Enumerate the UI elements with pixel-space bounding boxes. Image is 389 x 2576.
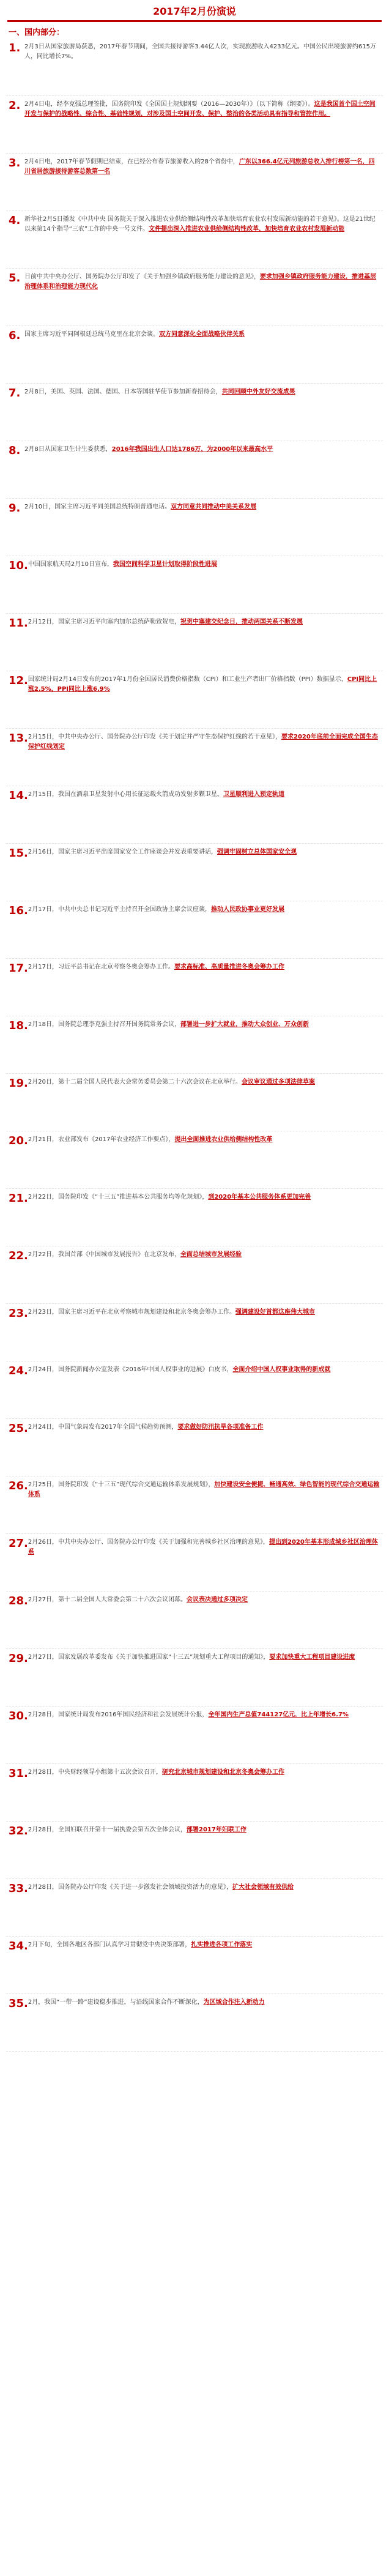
item-text-block bbox=[24, 272, 380, 292]
item-number: 28. bbox=[9, 1595, 28, 1607]
item-highlight: 会议表决通过多项决定 bbox=[186, 1596, 248, 1603]
item-number: 4. bbox=[9, 214, 21, 227]
list-item bbox=[6, 326, 383, 384]
item-text-block bbox=[28, 732, 380, 752]
item-text: 2月，我国“一带一路”建设稳步推进，与沿线国家合作不断深化， bbox=[28, 1999, 204, 2006]
item-text: 2月28日，中央财经领导小组第十五次会议召开， bbox=[28, 1769, 162, 1776]
item-text: 2月8日，美国、英国、法国、德国、日本等国驻华使节参加新春招待会， bbox=[24, 389, 222, 395]
item-text-block bbox=[28, 905, 380, 915]
item-text-block bbox=[28, 675, 380, 694]
item-number: 6. bbox=[9, 329, 21, 342]
item-number: 15. bbox=[9, 847, 28, 860]
item-highlight: 强调建设好首都这座伟大城市 bbox=[235, 1309, 315, 1316]
item-number: 32. bbox=[9, 1825, 28, 1837]
section-title: 一、国内部分： bbox=[9, 28, 65, 37]
item-number: 33. bbox=[9, 1882, 28, 1895]
item-highlight: 提出全面推进农业供给侧结构性改革 bbox=[174, 1136, 273, 1143]
list-item bbox=[6, 1246, 383, 1304]
list-item bbox=[6, 1361, 383, 1419]
item-number: 9. bbox=[9, 502, 21, 515]
item-number: 35. bbox=[9, 1997, 28, 2010]
item-number: 17. bbox=[9, 962, 28, 975]
item-highlight: 要求2020年底前全面完成全国生态保护红线划定 bbox=[28, 734, 378, 750]
item-number: 11. bbox=[9, 617, 28, 630]
item-highlight: 要求加快重大工程项目建设进度 bbox=[269, 1654, 355, 1661]
list-item bbox=[6, 901, 383, 959]
item-text-block bbox=[24, 215, 380, 234]
item-text: 2月4日电，经李克强总理签批，国务院印发《全国国土规划纲要（2016—2030年）》（以下简称《纲要》）。 bbox=[24, 101, 314, 108]
item-text: 2月15日，中共中央办公厅、国务院办公厅印发《关于划定并严守生态保护红线的若干意见》， bbox=[28, 734, 281, 740]
item-number: 3. bbox=[9, 157, 21, 169]
item-text-block bbox=[24, 100, 380, 119]
list-item bbox=[6, 39, 383, 96]
item-number: 30. bbox=[9, 1710, 28, 1722]
item-number: 5. bbox=[9, 272, 21, 285]
item-number: 1. bbox=[9, 42, 21, 54]
item-text-block bbox=[28, 962, 380, 972]
item-number: 8. bbox=[9, 444, 21, 457]
list-item bbox=[6, 1822, 383, 1879]
item-number: 31. bbox=[9, 1767, 28, 1780]
list-item bbox=[6, 384, 383, 441]
item-highlight: 部署进一步扩大就业，推动大众创业、万众创新 bbox=[180, 1021, 309, 1028]
item-text: 2月17日，习近平总书记在北京考察冬奥会筹办工作。 bbox=[28, 964, 174, 970]
list-item bbox=[6, 441, 383, 499]
item-number: 13. bbox=[9, 732, 28, 745]
item-text: 日前中共中央办公厅、国务院办公厅印发了《关于加强乡镇政府服务能力建设的意见》， bbox=[24, 274, 260, 280]
item-highlight: 广东以366.4亿元列旅游总收入排行榜第一名，四川省居旅游接待游客总数第一名 bbox=[24, 158, 375, 175]
item-text: 2月24日，中国气象局发布2017年全国气候趋势预测， bbox=[28, 1424, 178, 1431]
item-text-block bbox=[28, 617, 380, 627]
footer-spacer bbox=[0, 2058, 389, 2082]
item-highlight: 祝贺中塞建交纪念日，推动两国关系不断发展 bbox=[180, 619, 303, 625]
list-item bbox=[6, 1994, 383, 2052]
item-number: 20. bbox=[9, 1134, 28, 1147]
list-item bbox=[6, 1189, 383, 1246]
item-number: 19. bbox=[9, 1077, 28, 1090]
list-item bbox=[6, 671, 383, 729]
item-text-block bbox=[28, 1308, 380, 1317]
item-text: 2月27日，第十二届全国人大常委会第二十六次会议闭幕。 bbox=[28, 1596, 187, 1603]
item-text: 2月12日，国家主席习近平向塞内加尔总统萨勒致贺电， bbox=[28, 619, 180, 625]
item-text-block bbox=[28, 1538, 380, 1557]
list-item bbox=[6, 96, 383, 154]
item-text: 新华社2月5日播发《中共中央 国务院关于深入推进农业供给侧结构性改革加快培育农业农村发展新动能的若干意见》。这是21世纪以来第14个指导“三农”工作的中央一号文件。 bbox=[24, 216, 376, 233]
item-text-block bbox=[24, 157, 380, 177]
item-highlight: 这是我国首个国土空间开发与保护的战略性、综合性、基础性规划，对涉及国土空间开发、保护、整治的各类活动具有指导和管控作用。 bbox=[24, 101, 376, 117]
item-highlight: CPI同比上涨2.5%，PPI同比上涨6.9% bbox=[28, 676, 377, 693]
item-text-block bbox=[24, 387, 380, 397]
item-text: 2月25日，国务院印发《“十三五”现代综合交通运输体系发展规划》， bbox=[28, 1481, 215, 1488]
item-text-block bbox=[24, 502, 380, 512]
item-text-block bbox=[28, 1193, 380, 1202]
item-highlight: 为区域合作注入新动力 bbox=[203, 1999, 265, 2006]
item-text: 2月10日，国家主席习近平同美国总统特朗普通电话。 bbox=[24, 504, 171, 510]
item-text: 2月26日，中共中央办公厅、国务院办公厅印发《关于加强和完善城乡社区治理的意见》， bbox=[28, 1539, 269, 1546]
item-text: 国家统计局2月14日发布的2017年1月份全国居民消费价格指数（CPI）和工业生产者出厂价格指数（PPI）数据显示， bbox=[28, 676, 347, 683]
item-text-block bbox=[24, 42, 380, 62]
item-highlight: 要求加强乡镇政府服务能力建设，推进基层治理体系和治理能力现代化 bbox=[24, 274, 376, 290]
item-text-block bbox=[28, 1595, 380, 1605]
item-highlight: 我国空间科学卫星计划取得阶段性进展 bbox=[113, 561, 217, 568]
item-highlight: 提出到2020年基本形成城乡社区治理体系 bbox=[28, 1539, 378, 1555]
item-highlight: 全面介绍中国人权事业取得的新成就 bbox=[232, 1366, 331, 1373]
item-text: 2月24日，国务院新闻办公室发表《2016年中国人权事业的进展》白皮书， bbox=[28, 1366, 233, 1373]
list-item bbox=[6, 1591, 383, 1649]
item-text: 2月22日，国务院印发《“十三五”推进基本公共服务均等化规划》， bbox=[28, 1194, 209, 1201]
item-highlight: 双方同意共同推动中美关系发展 bbox=[171, 504, 257, 510]
item-text-block bbox=[28, 1998, 380, 2008]
item-number: 21. bbox=[9, 1192, 28, 1205]
item-text: 2月18日，国务院总理李克强主持召开国务院常务会议， bbox=[28, 1021, 180, 1028]
list-item bbox=[6, 1649, 383, 1707]
item-text: 2月27日，国家发展改革委发布《关于加快推进国家“十三五”规划重大工程项目的通知》， bbox=[28, 1654, 270, 1661]
list-item bbox=[6, 211, 383, 269]
item-text: 国家主席习近平同阿根廷总统马克里在北京会谈。 bbox=[24, 331, 159, 338]
page-title: 2017年2月份演说 bbox=[7, 0, 382, 22]
item-highlight: 要求做好防汛抗旱各项准备工作 bbox=[177, 1424, 264, 1431]
item-number: 22. bbox=[9, 1249, 28, 1262]
list-item bbox=[6, 499, 383, 556]
list-item bbox=[6, 1016, 383, 1074]
item-number: 10. bbox=[9, 559, 28, 572]
item-text: 2月28日，国家统计局发布2016年国民经济和社会发展统计公报， bbox=[28, 1711, 209, 1718]
item-highlight: 加快建设安全便捷、畅通高效、绿色智能的现代综合交通运输体系 bbox=[28, 1481, 380, 1498]
item-text-block bbox=[28, 1365, 380, 1375]
item-number: 25. bbox=[9, 1422, 28, 1435]
list-item bbox=[6, 1937, 383, 1994]
item-text: 2月23日，国家主席习近平在北京考察城市规划建设和北京冬奥会筹办工作。 bbox=[28, 1309, 235, 1316]
item-number: 29. bbox=[9, 1652, 28, 1665]
list-item bbox=[6, 729, 383, 786]
list-item bbox=[6, 614, 383, 671]
item-highlight: 要求高标准、高质量推进冬奥会筹办工作 bbox=[174, 964, 284, 970]
item-text-block bbox=[28, 847, 380, 857]
item-number: 2. bbox=[9, 99, 21, 112]
item-text-block bbox=[28, 1078, 380, 1087]
item-highlight: 会议审议通过多项法律草案 bbox=[241, 1079, 315, 1085]
item-text-block bbox=[24, 330, 380, 340]
item-text: 2月3日从国家旅游局获悉，2017年春节期间，全国共接待游客3.44亿人次，实现旅游收入4233亿元。中国公民出境旅游约615万人，同比增长7%。 bbox=[24, 43, 376, 60]
item-text-block bbox=[28, 1135, 380, 1145]
item-number: 24. bbox=[9, 1364, 28, 1377]
item-text-block bbox=[28, 1020, 380, 1030]
item-text-block bbox=[28, 1940, 380, 1950]
item-text: 2月下旬，全国各地区各部门认真学习贯彻党中央决策部署， bbox=[28, 1941, 191, 1948]
item-highlight: 卫星顺利进入预定轨道 bbox=[223, 791, 284, 798]
item-highlight: 推动人民政协事业更好发展 bbox=[210, 906, 284, 913]
item-number: 34. bbox=[9, 1940, 28, 1952]
item-text-block bbox=[28, 1768, 380, 1778]
item-number: 26. bbox=[9, 1480, 28, 1492]
item-text: 2月16日，国家主席习近平出席国家安全工作座谈会并发表重要讲话， bbox=[28, 849, 217, 855]
item-text-block bbox=[28, 1423, 380, 1432]
news-list bbox=[0, 39, 389, 2058]
item-text: 2月28日，全国妇联召开第十一届执委会第五次全体会议， bbox=[28, 1826, 187, 1833]
item-highlight: 强调牢固树立总体国家安全观 bbox=[217, 849, 297, 855]
item-text-block bbox=[28, 1825, 380, 1835]
item-text-block bbox=[24, 445, 380, 455]
item-text: 2月21日，农业部发布《2017年农业经济工作要点》， bbox=[28, 1136, 175, 1143]
list-item bbox=[6, 1304, 383, 1361]
item-number: 7. bbox=[9, 387, 21, 400]
list-item bbox=[6, 1879, 383, 1937]
list-item bbox=[6, 786, 383, 844]
item-text: 2月22日，我国首部《中国城市发展报告》在北京发布， bbox=[28, 1251, 180, 1258]
item-text: 2月4日电，2017年春节假期已结束，在已经公布春节旅游收入的28个省份中， bbox=[24, 158, 239, 165]
item-highlight: 2016年我国出生人口达1786万，为2000年以来最高水平 bbox=[111, 446, 273, 453]
item-text-block bbox=[28, 1883, 380, 1893]
list-item bbox=[6, 1131, 383, 1189]
item-number: 14. bbox=[9, 789, 28, 802]
list-item bbox=[6, 1707, 383, 1764]
item-highlight: 全年国内生产总值744127亿元，比上年增长6.7% bbox=[208, 1711, 349, 1718]
item-highlight: 扎实推进各项工作落实 bbox=[191, 1941, 253, 1948]
list-item bbox=[6, 1764, 383, 1822]
list-item bbox=[6, 269, 383, 326]
item-text: 中国国家航天局2月10日宣布， bbox=[28, 561, 113, 568]
item-highlight: 到2020年基本公共服务体系更加完善 bbox=[208, 1194, 311, 1201]
item-highlight: 双方同意深化全面战略伙伴关系 bbox=[159, 331, 245, 338]
list-item bbox=[6, 154, 383, 211]
list-item bbox=[6, 1534, 383, 1591]
list-item bbox=[6, 556, 383, 614]
item-highlight: 部署2017年妇联工作 bbox=[186, 1826, 246, 1833]
item-number: 12. bbox=[9, 674, 28, 687]
list-item bbox=[6, 959, 383, 1016]
item-number: 27. bbox=[9, 1537, 28, 1550]
item-text-block bbox=[28, 1250, 380, 1260]
item-text-block bbox=[28, 560, 380, 570]
item-text-block bbox=[28, 1480, 380, 1500]
item-highlight: 文件提出深入推进农业供给侧结构性改革，加快培育农业农村发展新动能 bbox=[149, 226, 345, 233]
item-highlight: 研究北京城市规划建设和北京冬奥会筹办工作 bbox=[161, 1769, 284, 1776]
list-item bbox=[6, 844, 383, 901]
item-text-block bbox=[28, 1710, 380, 1720]
item-text: 2月8日从国家卫生计生委获悉， bbox=[24, 446, 112, 453]
item-text: 2月28日，国务院办公厅印发《关于进一步激发社会领域投资活力的意见》， bbox=[28, 1884, 232, 1891]
item-number: 16. bbox=[9, 904, 28, 917]
item-number: 23. bbox=[9, 1307, 28, 1320]
item-text-block bbox=[28, 790, 380, 800]
item-text: 2月17日，中共中央总书记习近平主持召开全国政协主席会议座谈， bbox=[28, 906, 211, 913]
item-highlight: 扩大社会领域有效供给 bbox=[232, 1884, 294, 1891]
list-item bbox=[6, 1476, 383, 1534]
item-highlight: 共同回顾中外友好交流成果 bbox=[221, 389, 295, 395]
item-text: 2月20日，第十二届全国人民代表大会常务委员会第二十六次会议在北京举行。 bbox=[28, 1079, 242, 1085]
list-item bbox=[6, 1419, 383, 1476]
list-item bbox=[6, 1074, 383, 1131]
item-text: 2月15日，我国在酒泉卫星发射中心用长征运载火箭成功发射多颗卫星。 bbox=[28, 791, 223, 798]
item-text-block bbox=[28, 1653, 380, 1662]
item-highlight: 全面总结城市发展经验 bbox=[180, 1251, 242, 1258]
item-number: 18. bbox=[9, 1019, 28, 1032]
